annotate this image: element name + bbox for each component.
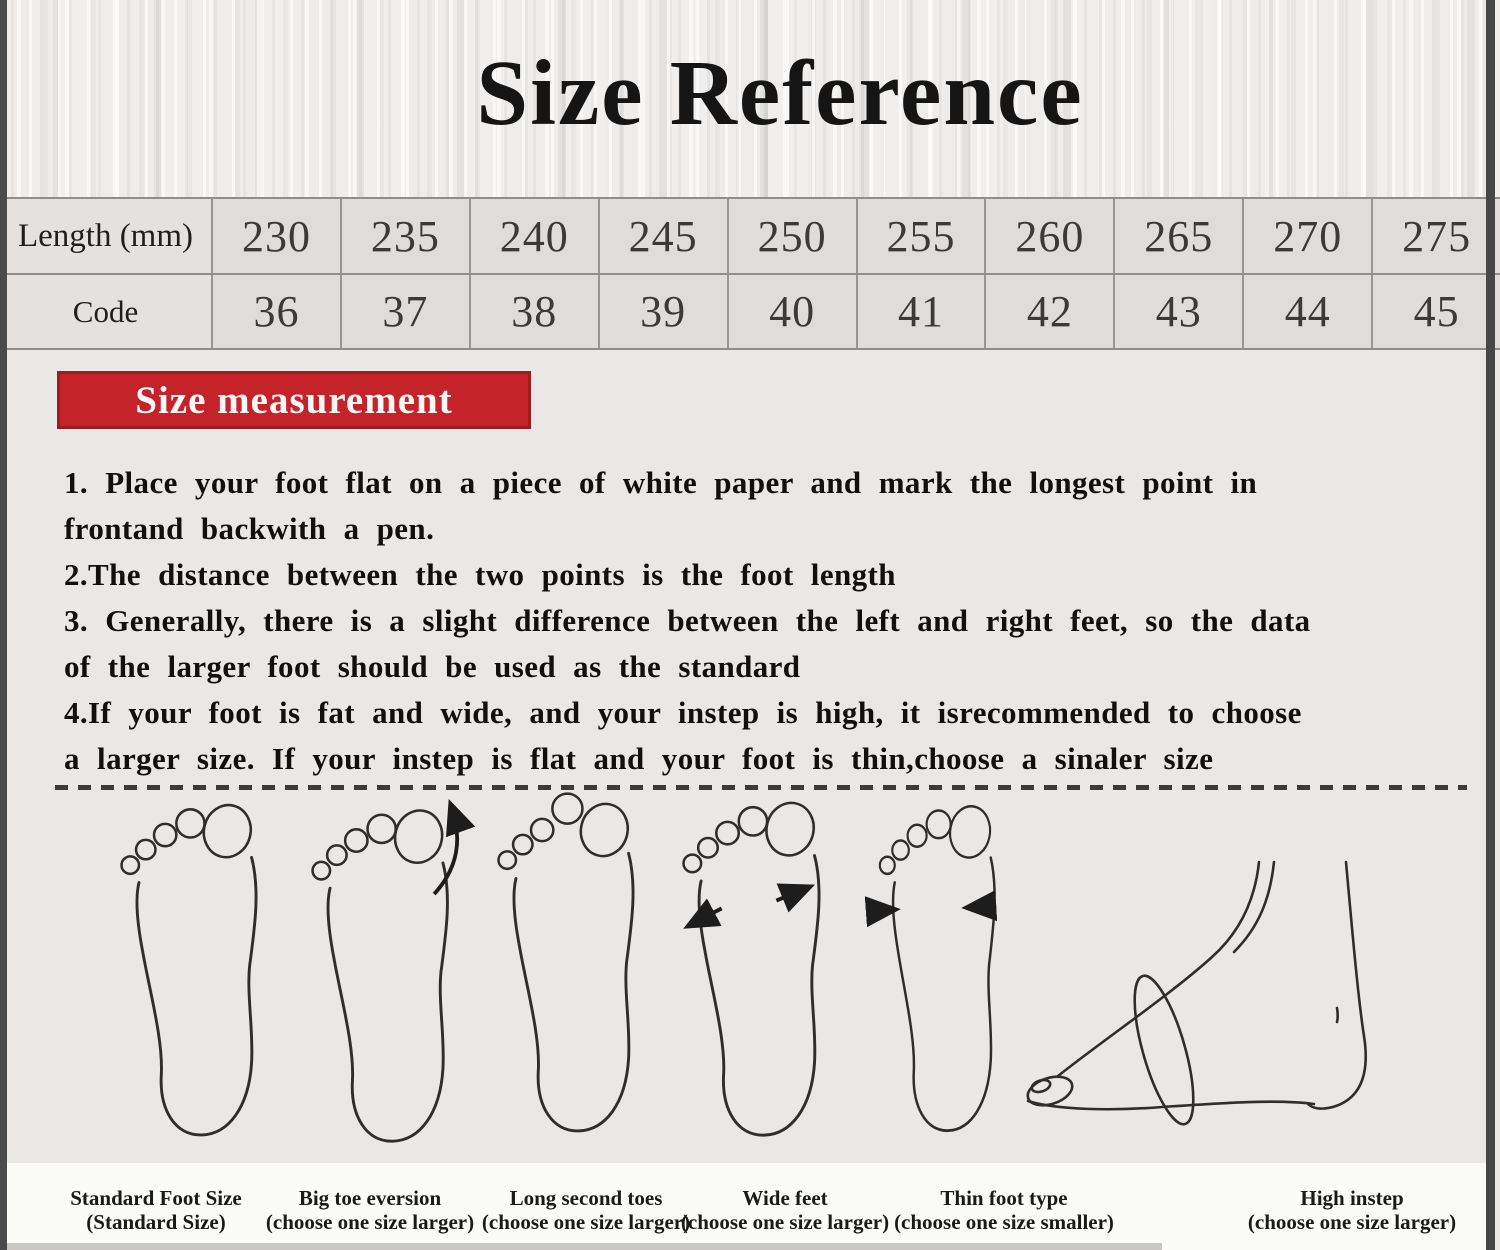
foot-type-note: (choose one size larger) [481, 1210, 691, 1235]
size-table [0, 197, 1500, 350]
foot-standard-icon [105, 795, 270, 1141]
foot-type-note: (choose one size larger) [680, 1210, 890, 1235]
table-row-code [0, 275, 1500, 348]
dashed-separator-line [55, 785, 1467, 790]
outward-arrow-left-icon [688, 908, 721, 926]
length-value: 240 [471, 199, 600, 273]
foot-type-name: Standard Foot Size [70, 1186, 242, 1210]
step-line-4b: a larger size. If your instep is flat and your foot is thin,choose a sinaler size [64, 741, 1214, 776]
foot-type-name: Long second toes [509, 1186, 663, 1210]
table-row-length [0, 199, 1500, 275]
code-value: 42 [986, 275, 1115, 348]
foot-type-name: Thin foot type [940, 1186, 1068, 1210]
step-line-3b: of the larger foot should be used as the standard [64, 649, 801, 684]
foot-type-note: (Standard Size) [86, 1210, 226, 1235]
foot-high-instep-icon [1012, 858, 1424, 1164]
bottom-edge-band [0, 1243, 1162, 1250]
inward-arrow-right-icon [967, 906, 996, 908]
foot-type-note: (choose one size larger) [265, 1210, 475, 1235]
code-value: 38 [471, 275, 600, 348]
length-value: 230 [213, 199, 342, 273]
code-value: 43 [1115, 275, 1244, 348]
step-line-3: 3. Generally, there is a slight difference between the left and right feet, so the data [64, 603, 1311, 638]
foot-big-toe-eversion-icon [296, 788, 476, 1146]
right-edge-border [1486, 0, 1495, 1250]
code-value: 39 [600, 275, 729, 348]
step-line-4: 4.If your foot is fat and wide, and your instep is high, it isrecommended to choose [64, 695, 1302, 730]
page-title: Size Reference [476, 42, 1084, 145]
length-value: 270 [1244, 199, 1373, 273]
code-value: 44 [1244, 275, 1373, 348]
caption-thin-foot [864, 1186, 1144, 1235]
foot-wide-icon [666, 793, 834, 1141]
length-value: 255 [858, 199, 987, 273]
code-value: 36 [213, 275, 342, 348]
row-label-length: Length (mm) [0, 199, 213, 273]
section-heading-banner [57, 371, 531, 429]
length-value: 245 [600, 199, 729, 273]
foot-type-note: (choose one size larger) [1247, 1210, 1457, 1235]
length-value: 275 [1402, 211, 1472, 261]
length-value: 265 [1115, 199, 1244, 273]
foot-thin-icon [858, 795, 1006, 1141]
step-line-2: 2.The distance between the two points is the foot length [64, 557, 896, 592]
step-line-1: 1. Place your foot flat on a piece of white paper and mark the longest point in [64, 465, 1258, 500]
code-value: 45 [1413, 287, 1460, 336]
step-line-1b: frontand backwith a pen. [64, 511, 435, 546]
foot-type-name: Wide feet [742, 1186, 828, 1210]
foot-long-second-toes-icon [482, 786, 647, 1138]
section-heading: Size measurement [135, 378, 453, 422]
code-value: 40 [729, 275, 858, 348]
left-edge-border [0, 0, 7, 1250]
code-value: 37 [342, 275, 471, 348]
inward-arrow-left-icon [868, 910, 895, 912]
outward-arrow-right-icon [776, 887, 809, 901]
foot-type-name: High instep [1300, 1186, 1404, 1210]
foot-type-note: (choose one size smaller) [894, 1210, 1114, 1235]
length-value: 235 [342, 199, 471, 273]
instep-girth-loop-icon [1123, 970, 1206, 1130]
row-label-code: Code [0, 275, 213, 348]
foot-type-name: Big toe eversion [298, 1186, 442, 1210]
length-value: 250 [729, 199, 858, 273]
code-value: 41 [858, 275, 987, 348]
caption-high-instep [1212, 1186, 1492, 1235]
length-value: 260 [986, 199, 1115, 273]
measurement-steps [64, 460, 1464, 782]
